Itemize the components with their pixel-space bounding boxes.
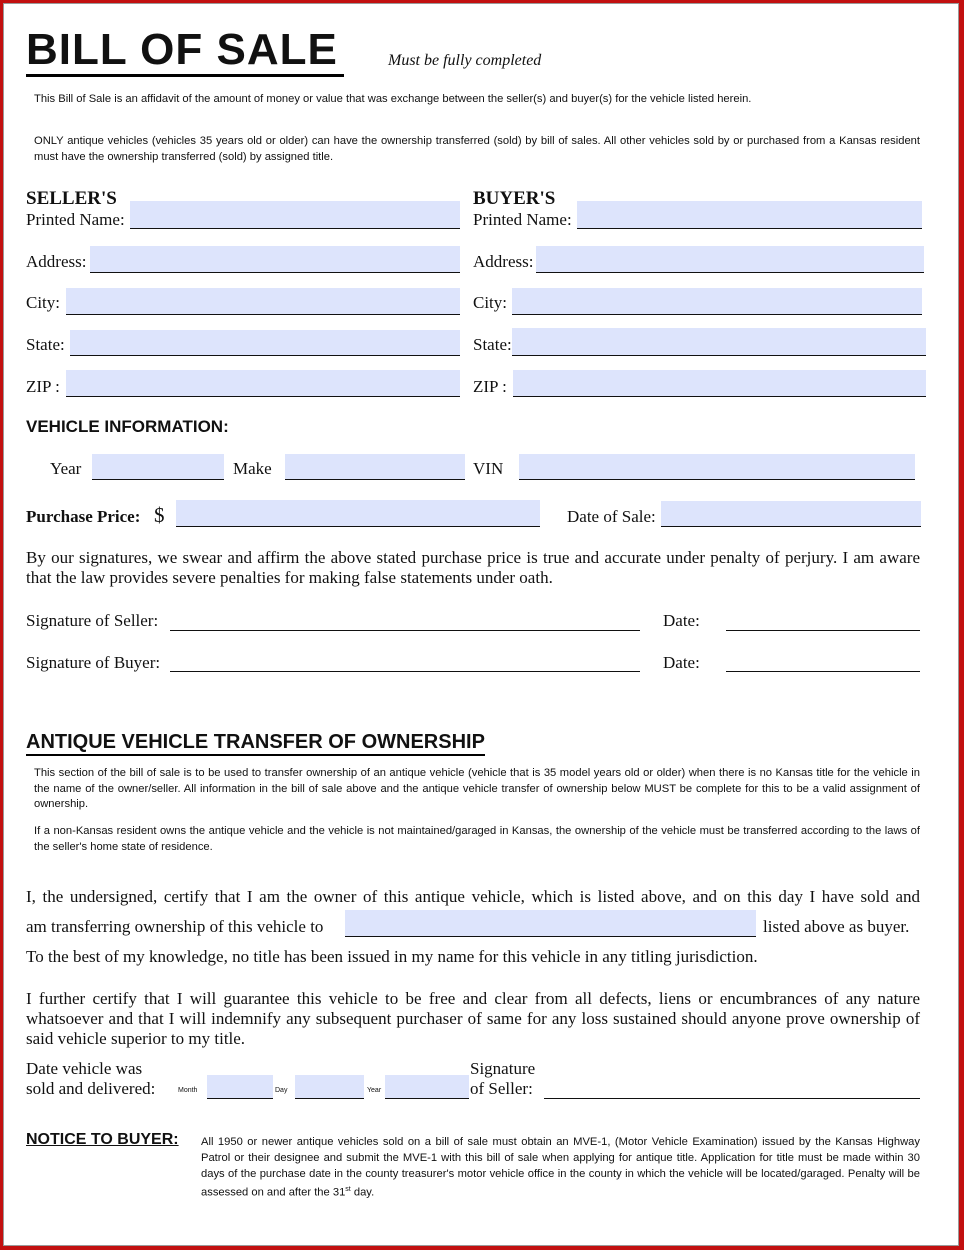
antique-seller-signature-line[interactable] [544, 1082, 920, 1099]
seller-printed-name-field[interactable] [130, 201, 460, 229]
intro-paragraph-1: This Bill of Sale is an affidavit of the amount of money or value that was exchange between the seller(s) and buyer(s) for the vehicle listed herein. [34, 93, 752, 105]
date-of-sale-field[interactable] [661, 501, 921, 527]
buyer-printed-name-label: Printed Name: [473, 210, 572, 229]
currency-symbol: $ [154, 503, 165, 527]
year-label: Year [367, 1087, 382, 1094]
buyer-heading: BUYER'S [473, 188, 556, 209]
buyer-state-label: State: [473, 335, 512, 354]
vehicle-vin-field[interactable] [519, 454, 915, 480]
buyer-state-field[interactable] [512, 328, 926, 356]
day-field[interactable] [295, 1075, 364, 1099]
affirmation-statement: By our signatures, we swear and affirm the above stated purchase price is true and accurate under penalty of perjury. I am aware that the law provides severe penalties for making false statements under oath. [26, 548, 920, 587]
buyer-address-label: Address: [473, 252, 534, 271]
date-delivered-label-line-2: sold and delivered: [26, 1079, 156, 1098]
month-label: Month [178, 1087, 198, 1094]
purchase-price-label: Purchase Price: [26, 507, 141, 526]
certify-line-1: I, the undersigned, certify that I am the owner of this antique vehicle, which is listed above, and on this day I have sold and [26, 887, 920, 906]
antique-section-heading: ANTIQUE VEHICLE TRANSFER OF OWNERSHIP [26, 730, 485, 756]
buyer-city-field[interactable] [512, 288, 922, 315]
month-field[interactable] [207, 1075, 273, 1099]
vehicle-info-heading: VEHICLE INFORMATION: [26, 417, 229, 436]
signature-seller-date-line[interactable] [726, 614, 920, 631]
seller-signature-label-line-1: Signature [470, 1059, 536, 1078]
seller-city-label: City: [26, 293, 61, 312]
buyer-city-label: City: [473, 293, 508, 312]
seller-city-field[interactable] [66, 288, 460, 315]
notice-text [201, 1134, 920, 1201]
certify-line-2-start: am transferring ownership of this vehicle to [26, 917, 324, 936]
day-label: Day [275, 1087, 288, 1094]
notice-text-end: day. [350, 1186, 375, 1199]
vehicle-year-field[interactable] [92, 454, 224, 480]
seller-heading: SELLER'S [26, 188, 117, 209]
notice-text-main: All 1950 or newer antique vehicles sold on a bill of sale must obtain an MVE-1, (Motor Vehicle Examination) issued by the Kansas Highway Patrol or their designee and submit the MVE-1 with this bill of sale when applying for antique title. Application for title must be made within 30 days of the purchase date in the county treasurer's motor vehicle office in the county in which the vehicle will be located/garaged. Penalty will be assessed on and after the 31 [201, 1136, 920, 1199]
seller-printed-name-label: Printed Name: [26, 210, 125, 229]
seller-zip-field[interactable] [66, 370, 460, 397]
page-subtitle: Must be fully completed [388, 52, 542, 69]
buyer-zip-field[interactable] [513, 370, 926, 397]
signature-seller-line[interactable] [170, 614, 640, 631]
guarantee-statement: I further certify that I will guarantee this vehicle to be free and clear from all defects, liens or encumbrances of any nature whatsoever and that I will indemnify any subsequent purchaser of same for any loss sustained should anyone prove ownership of said vehicle superior to my title. [26, 989, 920, 1048]
page-title: BILL OF SALE [26, 26, 344, 77]
seller-address-label: Address: [26, 252, 87, 271]
seller-state-label: State: [26, 335, 65, 354]
purchase-price-field[interactable] [176, 500, 540, 527]
date-of-sale-label: Date of Sale: [567, 507, 656, 526]
signature-buyer-date-label: Date: [663, 653, 700, 672]
vehicle-make-field[interactable] [285, 454, 465, 480]
date-delivered-label-line-1: Date vehicle was [26, 1059, 143, 1078]
seller-address-field[interactable] [90, 246, 460, 273]
intro-paragraph-2: ONLY antique vehicles (vehicles 35 years old or older) can have the ownership transferred (sold) by bill of sales. All other vehicles sold by or purchased from a Kansas resident must have the ownership transferred (sold) by assigned title. [34, 135, 920, 163]
buyer-zip-label: ZIP : [473, 377, 507, 396]
notice-text-superscript: st [345, 1186, 351, 1193]
year-field[interactable] [385, 1075, 469, 1099]
buyer-address-field[interactable] [536, 246, 924, 273]
antique-paragraph-2: If a non-Kansas resident owns the antique vehicle and the vehicle is not maintained/garaged in Kansas, the ownership of the vehicle must be transferred according to the laws of the seller's home state of residence. [34, 825, 920, 853]
signature-buyer-label: Signature of Buyer: [26, 653, 161, 672]
seller-state-field[interactable] [70, 330, 460, 356]
signature-buyer-date-line[interactable] [726, 655, 920, 672]
vehicle-vin-label: VIN [473, 459, 504, 478]
buyer-printed-name-field[interactable] [577, 201, 922, 229]
signature-buyer-line[interactable] [170, 655, 640, 672]
antique-paragraph-1: This section of the bill of sale is to be used to transfer ownership of an antique vehicle (vehicle that is 35 model years old or older) when there is no Kansas title for the vehicle in the name of the owner/seller. All information in the bill of sale above and the antique vehicle transfer of ownership below MUST be complete for this to be a valid assignment of ownership. [34, 767, 920, 810]
certify-line-2-end: listed above as buyer. [763, 917, 910, 936]
bill-of-sale-page [3, 3, 959, 1246]
seller-signature-label-line-2: of Seller: [470, 1079, 533, 1098]
vehicle-year-label: Year [50, 459, 82, 478]
seller-zip-label: ZIP : [26, 377, 60, 396]
certify-line-3: To the best of my knowledge, no title has been issued in my name for this vehicle in any titling jurisdiction. [26, 947, 758, 966]
notice-heading: NOTICE TO BUYER: [26, 1131, 179, 1148]
signature-seller-date-label: Date: [663, 611, 700, 630]
signature-seller-label: Signature of Seller: [26, 611, 159, 630]
transferee-name-field[interactable] [345, 910, 756, 937]
vehicle-make-label: Make [233, 459, 272, 478]
